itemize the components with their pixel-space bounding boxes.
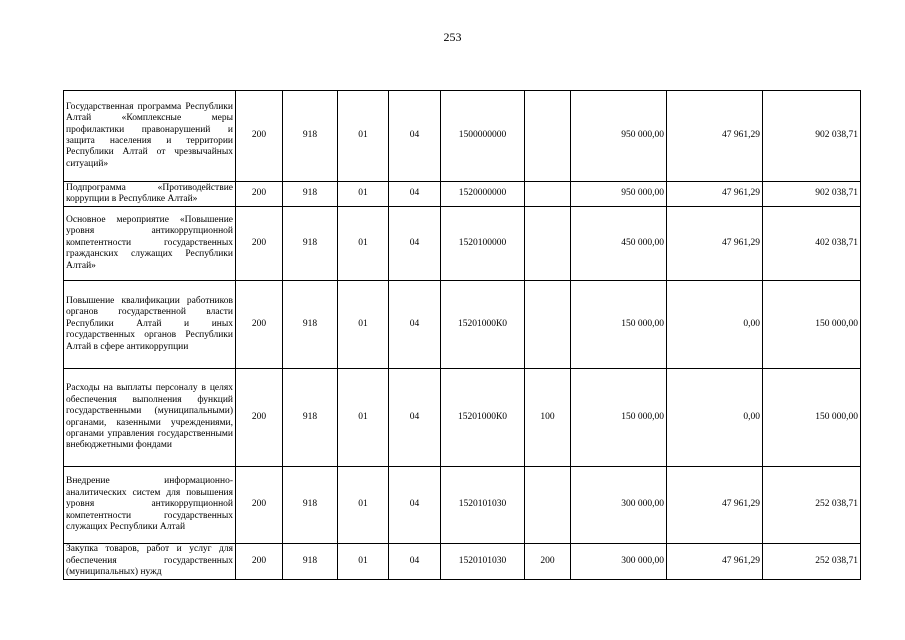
plan-amount-cell: 450 000,00 [571, 207, 667, 281]
target-code-cell: 1520000000 [441, 182, 525, 207]
budget-table [63, 90, 861, 580]
row-name-cell: Закупка товаров, работ и услуг для обеспечения государственных (муниципальных) нужд [64, 544, 236, 580]
subsection-code-cell: 04 [389, 544, 441, 580]
section-code-cell: 01 [338, 369, 389, 467]
admin-code-cell: 200 [236, 467, 283, 544]
remainder-amount-cell: 150 000,00 [763, 281, 861, 369]
plan-amount-cell: 150 000,00 [571, 281, 667, 369]
ministry-code-cell: 918 [283, 281, 338, 369]
section-code-cell: 01 [338, 281, 389, 369]
executed-amount-cell: 0,00 [667, 369, 763, 467]
subsection-code-cell: 04 [389, 91, 441, 182]
admin-code-cell: 200 [236, 369, 283, 467]
ministry-code-cell: 918 [283, 369, 338, 467]
target-code-cell: 15201000К0 [441, 281, 525, 369]
admin-code-cell: 200 [236, 281, 283, 369]
page-number: 253 [443, 30, 462, 44]
row-name-cell: Основное мероприятие «Повышение уровня антикоррупционной компетентности государственных гражданских служащих Республики Алтай» [64, 207, 236, 281]
row-name-cell: Расходы на выплаты персоналу в целях обеспечения выполнения функций государственными (муниципальными) органами, казенными учреждениями, органами управления государственными внебюджетными фондами [64, 369, 236, 467]
target-code-cell: 1500000000 [441, 91, 525, 182]
expense-type-cell [525, 91, 571, 182]
table-row [64, 369, 861, 467]
executed-amount-cell: 47 961,29 [667, 467, 763, 544]
remainder-amount-cell: 150 000,00 [763, 369, 861, 467]
subsection-code-cell: 04 [389, 281, 441, 369]
ministry-code-cell: 918 [283, 207, 338, 281]
ministry-code-cell: 918 [283, 544, 338, 580]
executed-amount-cell: 47 961,29 [667, 207, 763, 281]
target-code-cell: 15201000К0 [441, 369, 525, 467]
row-name-cell: Повышение квалификации работников органов государственной власти Республики Алтай и иных государственных органов Республики Алтай в сфере антикоррупции [64, 281, 236, 369]
expense-type-cell: 100 [525, 369, 571, 467]
remainder-amount-cell: 252 038,71 [763, 544, 861, 580]
table-row [64, 467, 861, 544]
expense-type-cell: 200 [525, 544, 571, 580]
section-code-cell: 01 [338, 544, 389, 580]
plan-amount-cell: 950 000,00 [571, 182, 667, 207]
table-row [64, 281, 861, 369]
remainder-amount-cell: 902 038,71 [763, 91, 861, 182]
plan-amount-cell: 300 000,00 [571, 467, 667, 544]
table-row [64, 207, 861, 281]
table-row [64, 544, 861, 580]
row-name-cell: Государственная программа Республики Алтай «Комплексные меры профилактики правонарушений и защита населения и территории Республики Алтай от чрезвычайных ситуаций» [64, 91, 236, 182]
admin-code-cell: 200 [236, 207, 283, 281]
executed-amount-cell: 0,00 [667, 281, 763, 369]
section-code-cell: 01 [338, 91, 389, 182]
executed-amount-cell: 47 961,29 [667, 91, 763, 182]
ministry-code-cell: 918 [283, 182, 338, 207]
target-code-cell: 1520101030 [441, 544, 525, 580]
executed-amount-cell: 47 961,29 [667, 182, 763, 207]
ministry-code-cell: 918 [283, 91, 338, 182]
plan-amount-cell: 300 000,00 [571, 544, 667, 580]
subsection-code-cell: 04 [389, 467, 441, 544]
subsection-code-cell: 04 [389, 369, 441, 467]
subsection-code-cell: 04 [389, 207, 441, 281]
subsection-code-cell: 04 [389, 182, 441, 207]
row-name-cell: Внедрение информационно-аналитических систем для повышения уровня антикоррупционной компетентности государственных служащих Республики Алтай [64, 467, 236, 544]
executed-amount-cell: 47 961,29 [667, 544, 763, 580]
admin-code-cell: 200 [236, 182, 283, 207]
section-code-cell: 01 [338, 467, 389, 544]
section-code-cell: 01 [338, 182, 389, 207]
plan-amount-cell: 150 000,00 [571, 369, 667, 467]
target-code-cell: 1520100000 [441, 207, 525, 281]
expense-type-cell [525, 182, 571, 207]
expense-type-cell [525, 467, 571, 544]
remainder-amount-cell: 902 038,71 [763, 182, 861, 207]
ministry-code-cell: 918 [283, 467, 338, 544]
expense-type-cell [525, 281, 571, 369]
row-name-cell: Подпрограмма «Противодействие коррупции в Республике Алтай» [64, 182, 236, 207]
admin-code-cell: 200 [236, 544, 283, 580]
expense-type-cell [525, 207, 571, 281]
section-code-cell: 01 [338, 207, 389, 281]
plan-amount-cell: 950 000,00 [571, 91, 667, 182]
remainder-amount-cell: 252 038,71 [763, 467, 861, 544]
target-code-cell: 1520101030 [441, 467, 525, 544]
admin-code-cell: 200 [236, 91, 283, 182]
table-row [64, 91, 861, 182]
table-row [64, 182, 861, 207]
remainder-amount-cell: 402 038,71 [763, 207, 861, 281]
